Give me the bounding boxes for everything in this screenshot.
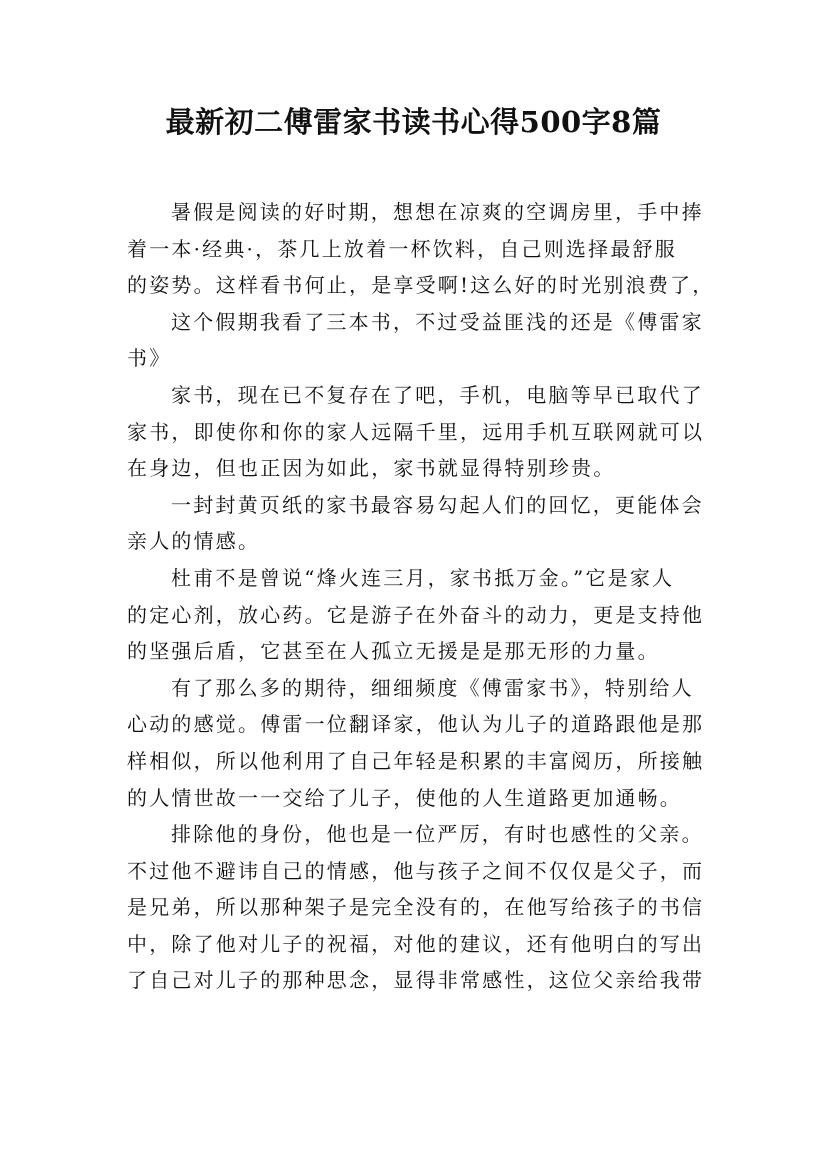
paragraph-line: 样相似，所以他利用了自己年轻是积累的丰富阅历，所接触 (127, 748, 705, 773)
document-title: 最新初二傅雷家书读书心得500字8篇 (165, 105, 662, 139)
paragraph-line: 亲人的情感。 (127, 529, 261, 554)
paragraph-line: 着一本·经典·，茶几上放着一杯饮料，自己则选择最舒服 (127, 236, 677, 261)
paragraph-line: 杜甫不是曾说“烽火连三月，家书抵万金。”它是家人 (171, 565, 675, 590)
document-body (127, 194, 717, 999)
paragraph-line: 一封封黄页纸的家书最容易勾起人们的回忆，更能体会 (171, 492, 704, 517)
paragraph-line: 有了那么多的期待，细细频度《傅雷家书》，特别给人 (171, 675, 694, 700)
paragraph-line: 这个假期我看了三本书，不过受益匪浅的还是《傅雷家 (171, 309, 704, 334)
paragraph (127, 816, 717, 999)
paragraph-line: 是兄弟，所以那种架子是完全没有的，在他写给孩子的书信 (127, 895, 705, 920)
paragraph-line: 的坚强后盾，它甚至在人孤立无援是是那无形的力量。 (127, 639, 660, 664)
paragraph-line: 排除他的身份，他也是一位严厉，有时也感性的父亲。 (171, 822, 704, 847)
paragraph-line: 心动的感觉。傅雷一位翻译家，他认为儿子的道路跟他是那 (127, 712, 705, 737)
paragraph-line: 家书，现在已不复存在了吧，手机，电脑等早已取代了 (171, 382, 704, 407)
paragraph (127, 670, 717, 816)
paragraph-line: 的姿势。这样看书何止，是享受啊!这么好的时光别浪费了， (127, 273, 715, 298)
paragraph (127, 304, 717, 377)
paragraph-line: 不过他不避讳自己的情感，他与孩子之间不仅仅是父子，而 (127, 858, 705, 883)
paragraph-line: 暑假是阅读的好时期，想想在凉爽的空调房里，手中捧 (171, 200, 704, 224)
paragraph-line: 书》 (127, 346, 172, 371)
paragraph (127, 560, 717, 670)
paragraph-line: 中，除了他对儿子的祝福，对他的建议，还有他明白的写出 (127, 931, 705, 956)
paragraph-line: 家书，即使你和你的家人远隔千里，远用手机互联网就可以 (127, 419, 705, 444)
paragraph-line: 的定心剂，放心药。它是游子在外奋斗的动力，更是支持他 (127, 602, 705, 627)
paragraph (127, 487, 717, 560)
paragraph (127, 194, 717, 304)
paragraph-line: 了自己对儿子的那种思念，显得非常感性，这位父亲给我带 (127, 968, 705, 993)
paragraph-line: 的人情世故一一交给了儿子，使他的人生道路更加通畅。 (127, 785, 682, 810)
paragraph (127, 377, 717, 487)
paragraph-line: 在身边，但也正因为如此，家书就显得特别珍贵。 (127, 456, 616, 481)
